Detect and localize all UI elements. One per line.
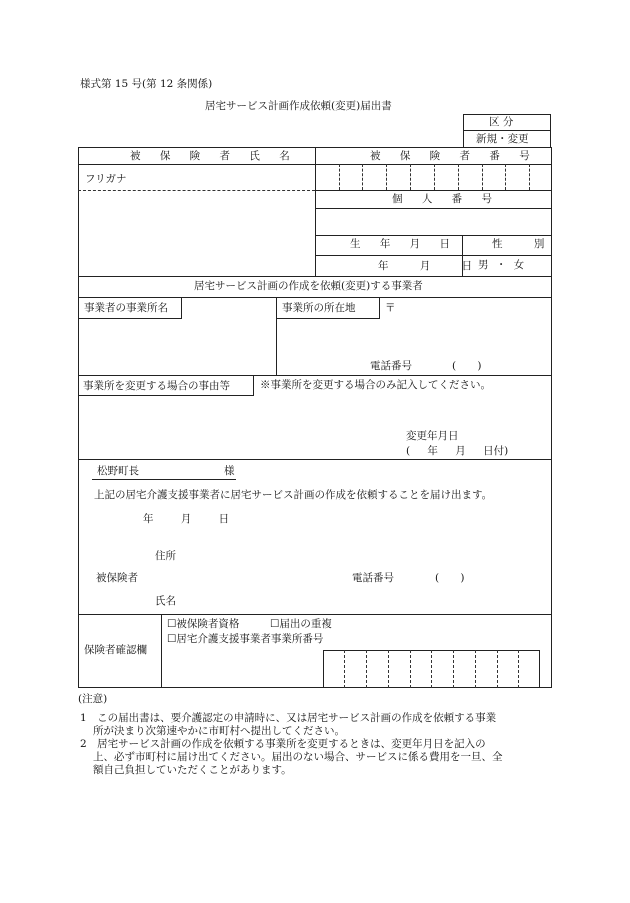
- office-address-field[interactable]: [278, 322, 550, 358]
- form-title: 居宅サービス計画作成依頼(変更)届出書: [205, 100, 392, 112]
- note-1-line-1: 1 この届出書は、要介護認定の申請時に、又は居宅サービス計画の作成を依頼する事業: [80, 712, 497, 724]
- furigana-label: フリガナ: [85, 173, 127, 185]
- provider-section-title: 居宅サービス計画の作成を依頼(変更)する事業者: [194, 280, 423, 292]
- postal-mark: 〒: [385, 302, 396, 314]
- check-duplicate[interactable]: ☐届出の重複: [270, 618, 332, 630]
- office-address-label: 事業所の所在地: [282, 302, 356, 314]
- category-value: 新規・変更: [476, 133, 529, 145]
- birthdate-label: 生 年 月 日: [350, 238, 459, 250]
- declaration-text: 上記の居宅介護支援事業者に居宅サービス計画の作成を依頼することを届け出ます。: [94, 489, 493, 501]
- birthdate-value[interactable]: 年 月 日: [378, 260, 487, 272]
- insurer-confirm-label: 保険者確認欄: [84, 644, 147, 656]
- change-date-value[interactable]: ( 年 月 日付): [406, 445, 509, 457]
- office-name-label: 事業者の事業所名: [84, 302, 168, 314]
- category-label: 区 分: [489, 116, 514, 128]
- note-2-line-1: 2 居宅サービス計画の作成を依頼する事業所を変更するときは、変更年月日を記入の: [80, 738, 486, 750]
- address-label: 住所: [155, 550, 176, 562]
- phone-label-2: 電話番号: [352, 572, 394, 584]
- addressee-suffix: 様: [224, 465, 235, 477]
- phone-label: 電話番号: [370, 360, 412, 372]
- phone-paren: ( ): [452, 360, 482, 372]
- check-office-number[interactable]: ☐居宅介護支援事業者事業所番号: [167, 633, 324, 645]
- name-label: 氏名: [155, 595, 176, 607]
- change-reason-note: ※事業所を変更する場合のみ記入してください。: [260, 379, 491, 391]
- notes-heading: (注意): [78, 693, 108, 705]
- insured-name-label: 被 保 険 者 氏 名: [130, 150, 298, 162]
- change-date-label: 変更年月日: [406, 430, 459, 442]
- gender-value[interactable]: 男 ・ 女: [478, 259, 525, 271]
- form-number: 様式第 15 号(第 12 条関係): [80, 78, 213, 90]
- note-1-line-2: 所が決まり次第速やかに市町村へ提出してください。: [93, 725, 345, 737]
- check-qualification[interactable]: ☐被保険者資格: [167, 618, 240, 630]
- insured-label: 被保険者: [96, 572, 138, 584]
- insured-number-label: 被 保 険 者 番 号: [370, 150, 538, 162]
- note-2-line-3: 額自己負担していただくことがあります。: [93, 764, 292, 776]
- change-reason-field[interactable]: [80, 398, 400, 456]
- change-reason-label: 事業所を変更する場合の事由等: [83, 380, 230, 392]
- phone-paren-2: ( ): [435, 572, 465, 584]
- note-2-line-2: 上、必ず市町村に届け出てください。届出のない場合、サービスに係る費用を一旦、全: [93, 751, 503, 763]
- addressee: 松野町長: [97, 465, 139, 477]
- office-name-field[interactable]: [80, 322, 274, 372]
- personal-number-label: 個 人 番 号: [392, 193, 501, 205]
- declaration-date[interactable]: 年 月 日: [143, 513, 230, 525]
- gender-label: 性 別: [492, 238, 559, 250]
